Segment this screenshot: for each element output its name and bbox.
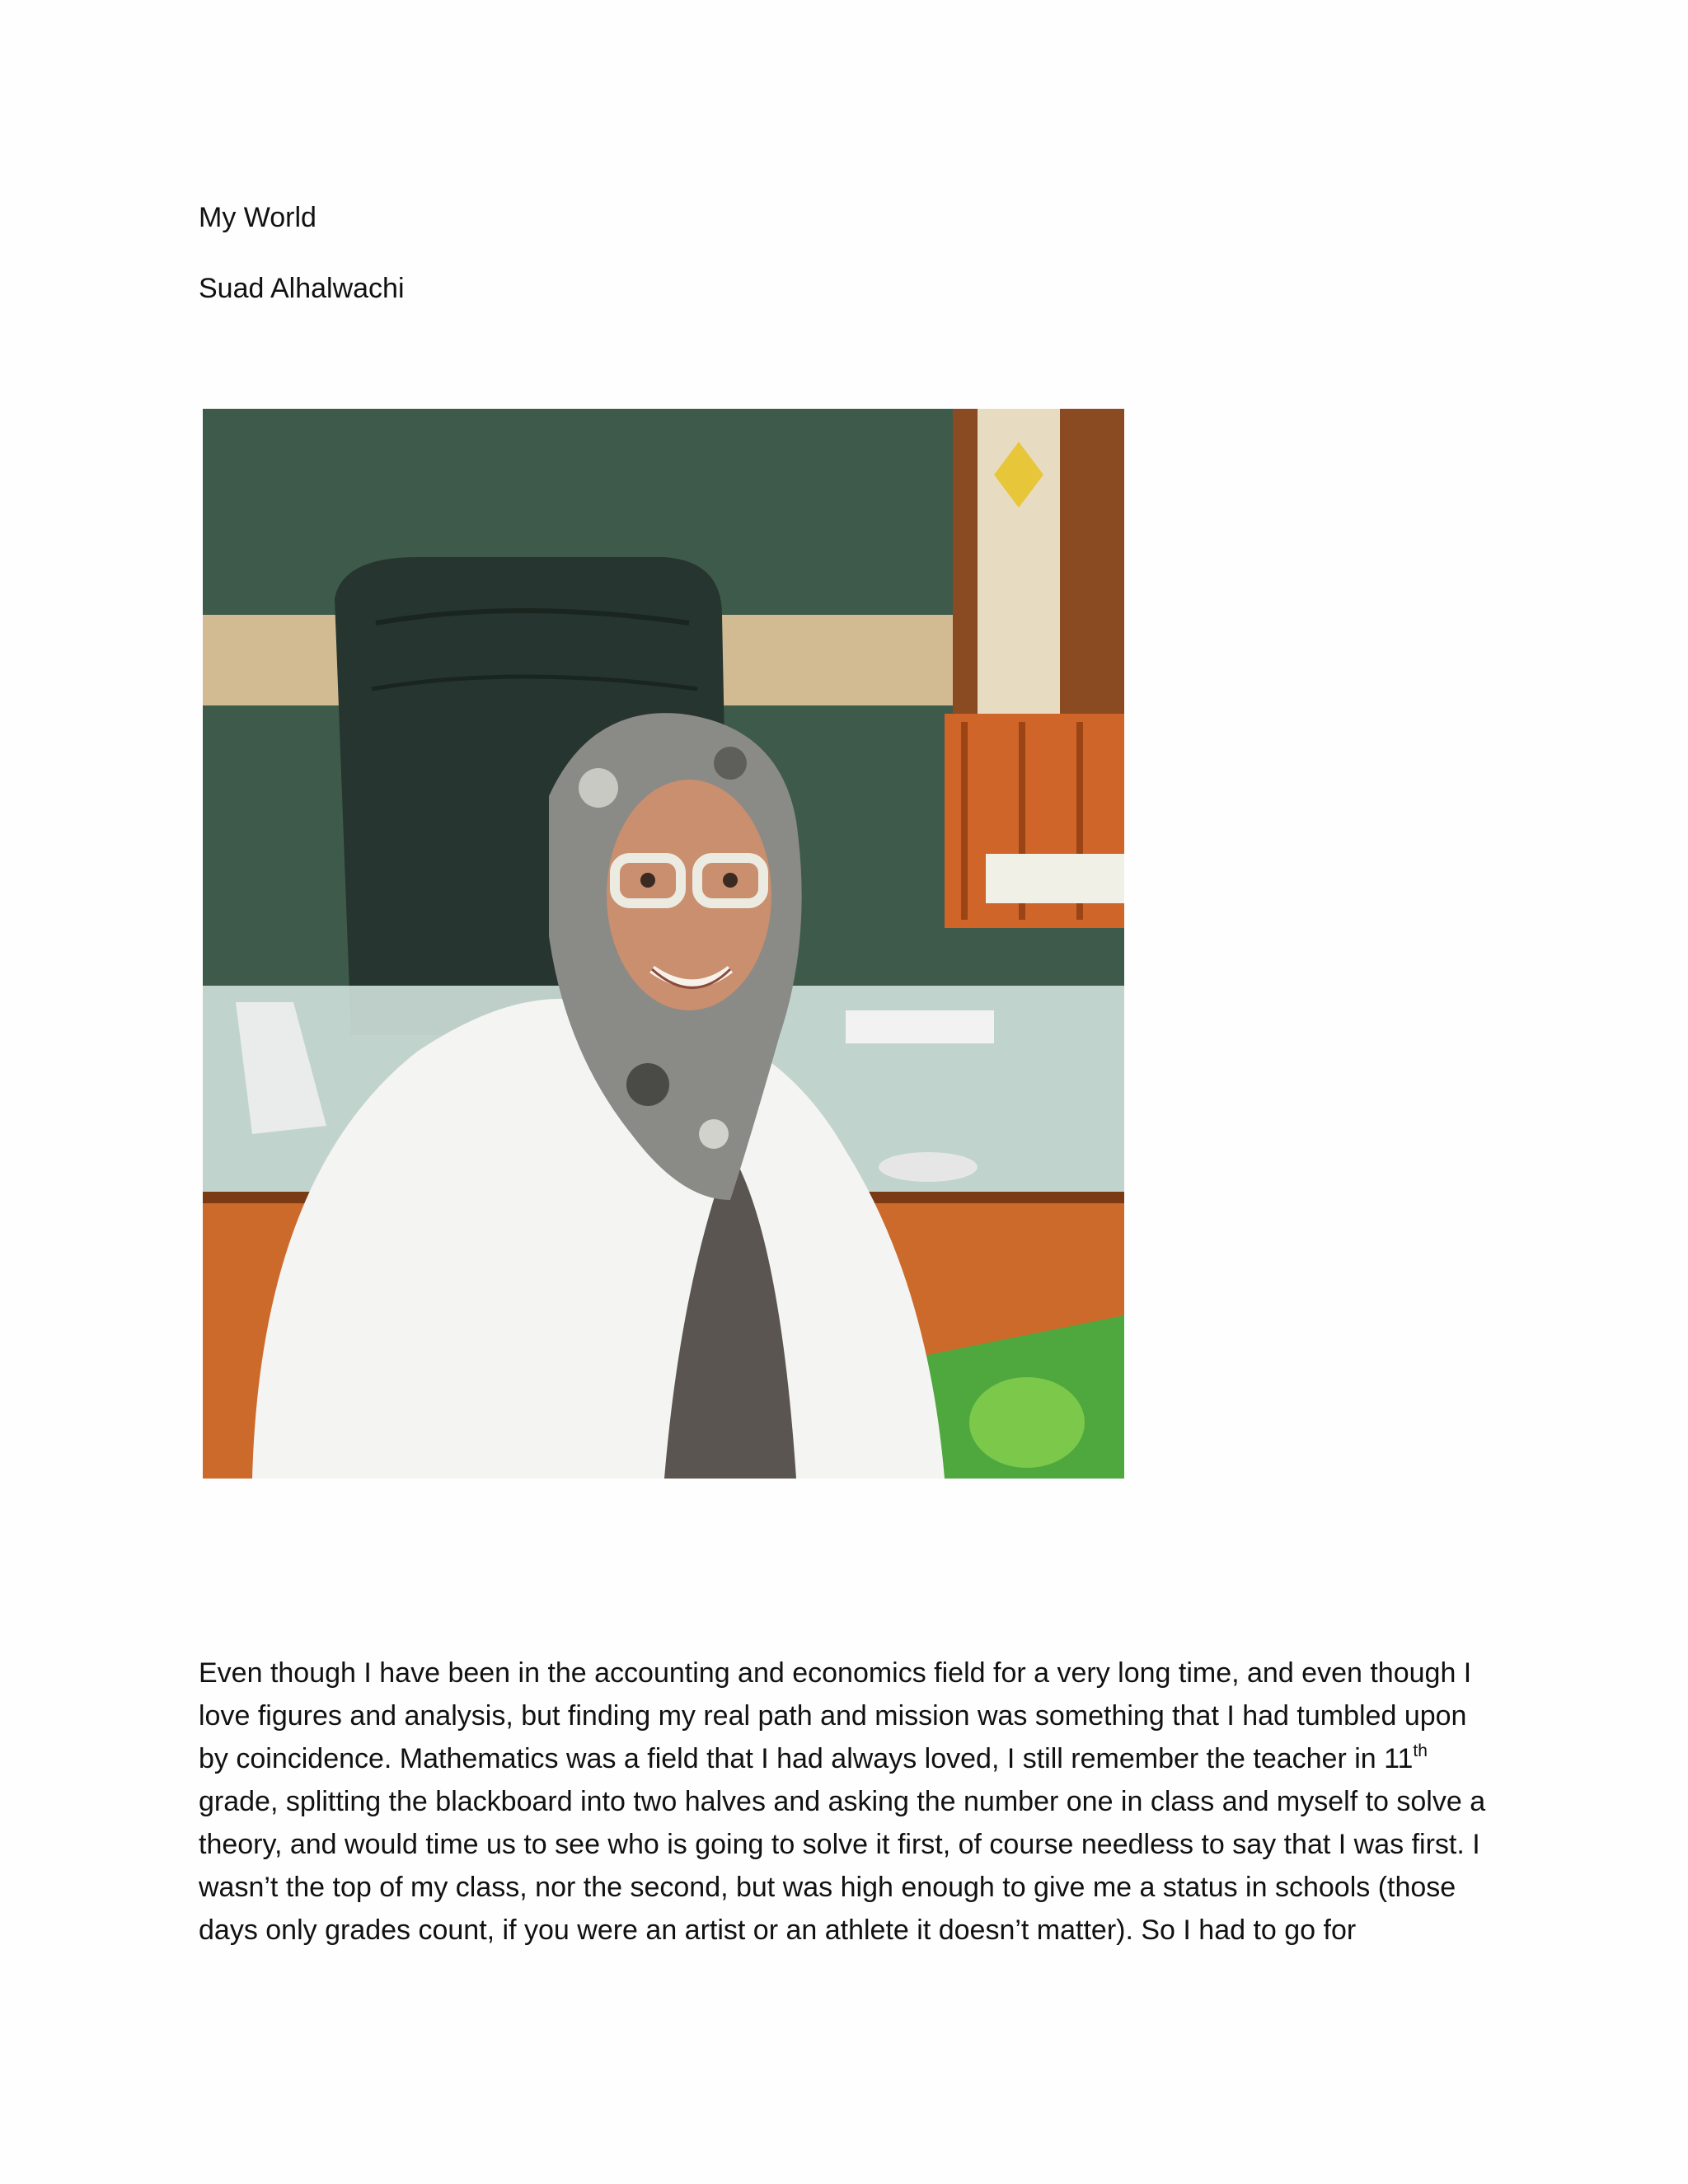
body-paragraph — [199, 1652, 1501, 1952]
document-title: My World — [199, 202, 316, 233]
body-line: love figures and analysis, but finding my real path and mission was something that I had tumbled upon — [199, 1700, 1467, 1732]
body-line: Even though I have been in the accounting and economics field for a very long time, and even though I — [199, 1657, 1472, 1689]
body-line: theory, and would time us to see who is going to solve it first, of course needless to say that I was first. I — [199, 1829, 1480, 1860]
photo-person-face — [607, 780, 771, 1010]
document-author: Suad Alhalwachi — [199, 273, 405, 304]
photo-papers — [986, 854, 1124, 903]
body-line: grade, splitting the blackboard into two halves and asking the number one in class and myself to solve a — [199, 1786, 1486, 1817]
body-line — [199, 1737, 1501, 1780]
body-line: wasn’t the top of my class, nor the second, but was high enough to give me a status in schools (those — [199, 1872, 1456, 1903]
body-line: days only grades count, if you were an artist or an athlete it doesn’t matter). So I had to go for — [199, 1915, 1357, 1946]
ordinal-suffix: th — [1413, 1741, 1428, 1760]
portrait-photo — [203, 409, 1124, 1479]
body-line-text: by coincidence. Mathematics was a field that I had always loved, I still remember the teacher in 11 — [199, 1743, 1414, 1774]
